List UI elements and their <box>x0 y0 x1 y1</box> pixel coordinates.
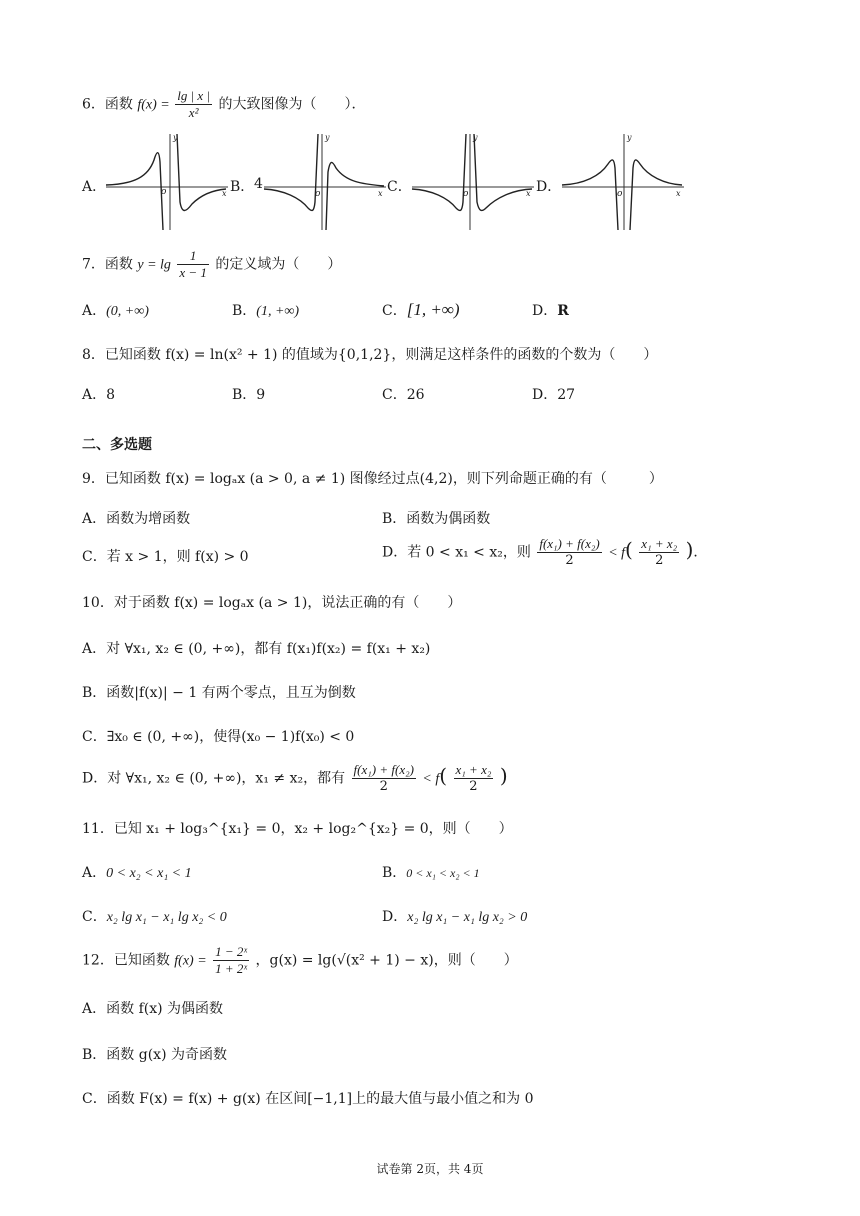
q8-stem: 8．已知函数 f(x) = ln(x² + 1) 的值域为{0,1,2}，则满足这样条件的函数的个数为（ ） <box>82 347 658 363</box>
q6-graph-d-x-label: x <box>676 189 681 198</box>
q6-graph-c-origin: o <box>463 189 469 199</box>
q11-option-c[interactable]: C．x₂ lg x₁ − x₁ lg x₂ < 0 <box>82 909 227 925</box>
q12-option-c[interactable]: C．函数 F(x) = f(x) + g(x) 在区间[−1,1]上的最大值与最小值之和为 0 <box>82 1091 534 1107</box>
q12-option-a[interactable]: A．函数 f(x) 为偶函数 <box>82 1001 224 1017</box>
q10-option-a[interactable]: A．对 ∀x₁, x₂ ∈ (0, +∞)，都有 f(x₁)f(x₂) = f(x₁ + x₂) <box>82 641 431 657</box>
q6-graph-b <box>262 132 390 232</box>
q6-option-b-label: B． <box>230 179 255 195</box>
q10-option-b[interactable]: B．函数|f(x)| − 1 有两个零点，且互为倒数 <box>82 685 356 701</box>
q6-option-c-label: C． <box>387 179 412 195</box>
q8-option-b[interactable]: B．9 <box>232 387 266 403</box>
q8-option-a[interactable]: A．8 <box>82 387 116 403</box>
q6-graph-b-origin: o <box>315 189 321 199</box>
q7-stem: 7．函数 y = lg $\frac{1}{x - 1}$ 的定义域为（ ） <box>82 248 342 280</box>
q6-graph-c-y-label: y <box>473 133 478 142</box>
q9-stem: 9．已知函数 f(x) = logₐx (a > 0, a ≠ 1) 图像经过点(4,2)，则下列命题正确的有（ ） <box>82 471 663 487</box>
q7-option-b[interactable]: B．(1, +∞) <box>232 303 300 319</box>
q6-graph-b-x-label: x <box>378 189 383 198</box>
q12-stem: 12．已知函数 f(x) = $\frac{\text{1 − 2ˣ}}{\text{1 + 2ˣ}}$ ，g(x) = lg(√(x² + 1) − x)，则（ ） <box>82 944 518 976</box>
q7-option-a[interactable]: A．(0, +∞) <box>82 303 149 319</box>
q6-graph-c-x-label: x <box>526 189 531 198</box>
q9-option-a[interactable]: A．函数为增函数 <box>82 511 191 527</box>
q7-option-d[interactable]: D．R <box>532 303 569 319</box>
q6-graph-d-origin: o <box>617 189 623 199</box>
q6-option-a-label: A． <box>82 179 107 195</box>
q6-graph-c <box>410 132 538 232</box>
q6-graph-a-y-label: y <box>173 133 178 142</box>
q6-stem: 6．函数 f(x) = $\frac{\lg | x |}{\text{x²}}$ 的大致图像为（ ）． <box>82 88 366 120</box>
q6-graph-d-y-label: y <box>627 133 632 142</box>
q10-option-d[interactable]: D．对 ∀x₁, x₂ ∈ (0, +∞)，x₁ ≠ x₂，都有 $\frac{\text{f(x₁) + f(x₂)}}{2}$ < f( $\frac{\text{x₁ + x₂}}{2}$ ) <box>82 762 508 794</box>
q8-option-c[interactable]: C．26 <box>382 387 425 403</box>
q8-option-d[interactable]: D．27 <box>532 387 576 403</box>
q9-option-b[interactable]: B．函数为偶函数 <box>382 511 491 527</box>
page-footer: 试卷第 2页，共 4页 <box>376 1162 484 1176</box>
q6-stray-mark: 4 <box>254 176 263 192</box>
q9-option-d[interactable]: D．若 0 < x₁ < x₂，则 $\frac{\text{f(x₁) + f(x₂)}}{2}$ < f( $\frac{\text{x₁ + x₂}}{2}$ )． <box>382 536 708 568</box>
q6-graph-b-y-label: y <box>325 133 330 142</box>
q11-option-b[interactable]: B．0 < x₁ < x₂ < 1 <box>382 865 480 881</box>
section-header-multi-choice: 二、多选题 <box>82 437 152 453</box>
q6-graph-d <box>560 132 688 232</box>
q6-graph-a-x-label: x <box>222 189 227 198</box>
q10-option-c[interactable]: C．∃x₀ ∈ (0, +∞)，使得(x₀ − 1)f(x₀) < 0 <box>82 729 355 745</box>
q9-option-c[interactable]: C．若 x > 1，则 f(x) > 0 <box>82 549 249 565</box>
q11-stem: 11．已知 x₁ + log₃^{x₁} = 0，x₂ + log₂^{x₂} = 0，则（ ） <box>82 821 513 837</box>
q6-graph-a-origin: o <box>161 187 167 197</box>
q7-option-c[interactable]: C．[1, +∞) <box>382 300 460 319</box>
q12-option-b[interactable]: B．函数 g(x) 为奇函数 <box>82 1047 227 1063</box>
q6-option-d-label: D． <box>536 179 562 195</box>
q10-stem: 10．对于函数 f(x) = logₐx (a > 1)，说法正确的有（ ） <box>82 595 462 611</box>
q11-option-a[interactable]: A．0 < x₂ < x₁ < 1 <box>82 865 192 881</box>
q6-graph-a <box>104 132 232 232</box>
q11-option-d[interactable]: D．x₂ lg x₁ − x₁ lg x₂ > 0 <box>382 909 528 925</box>
